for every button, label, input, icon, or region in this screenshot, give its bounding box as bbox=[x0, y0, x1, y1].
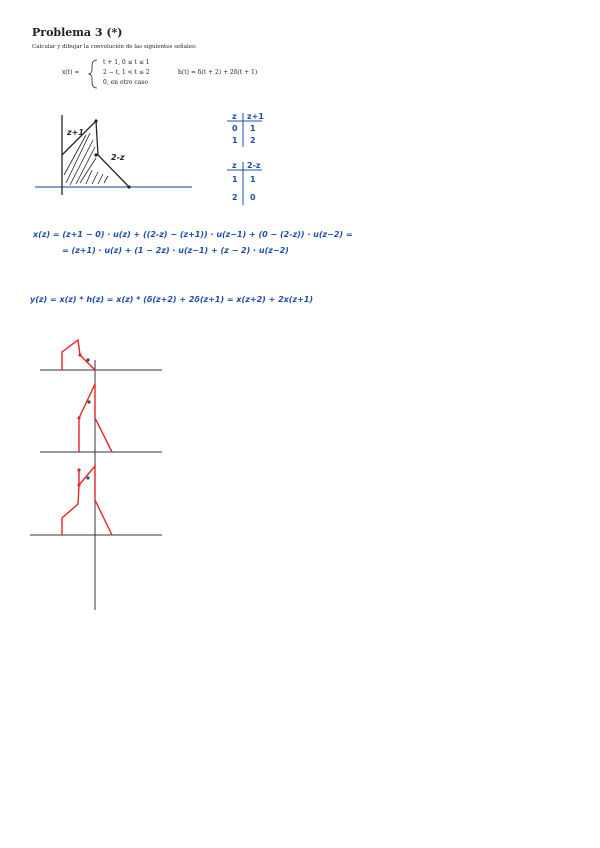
table2-header-expr: 2-z bbox=[247, 161, 261, 170]
x-case-2: 2 − t, 1 < t ≤ 2 bbox=[103, 69, 150, 76]
problem-statement: Calcular y dibujar la convolución de las siguientes señales: bbox=[32, 44, 197, 50]
work-line-1: x(z) = (z+1 − 0) · u(z) + ((2-z) − (z+1)) · u(z−1) + (0 − (2-z)) · u(z−2) = bbox=[33, 230, 353, 239]
label-right-segment: 2-z bbox=[111, 153, 125, 162]
x-case-3: 0, en otro caso bbox=[103, 79, 148, 86]
table2-cell: 1 bbox=[232, 175, 238, 184]
h-definition: h(t) = δ(t + 2) + 2δ(t + 1) bbox=[178, 69, 258, 76]
label-left-segment: z+1 bbox=[67, 128, 84, 137]
x-case-1: t + 1, 0 ≤ t ≤ 1 bbox=[103, 59, 150, 66]
table2-cell: 2 bbox=[232, 193, 238, 202]
work-line-3: y(z) = x(z) * h(z) = x(z) * (δ(z+2) + 2δ(z+1) = x(z+2) + 2x(z+1) bbox=[30, 295, 314, 304]
problem-title: Problema 3 (*) bbox=[32, 26, 123, 39]
x-definition-lhs: x(t) = bbox=[62, 69, 80, 76]
table1-cell: 2 bbox=[250, 136, 256, 145]
table1-header-z: z bbox=[232, 112, 237, 121]
table2-cell: 0 bbox=[250, 193, 256, 202]
table2-cell: 1 bbox=[250, 175, 256, 184]
table1-cell: 1 bbox=[232, 136, 238, 145]
table1-cell: 1 bbox=[250, 124, 256, 133]
work-line-2: = (z+1) · u(z) + (1 − 2z) · u(z−1) + (z − 2) · u(z−2) bbox=[62, 246, 289, 255]
table1-cell: 0 bbox=[232, 124, 238, 133]
table2-header-z: z bbox=[232, 161, 237, 170]
table1-header-expr: z+1 bbox=[247, 112, 264, 121]
